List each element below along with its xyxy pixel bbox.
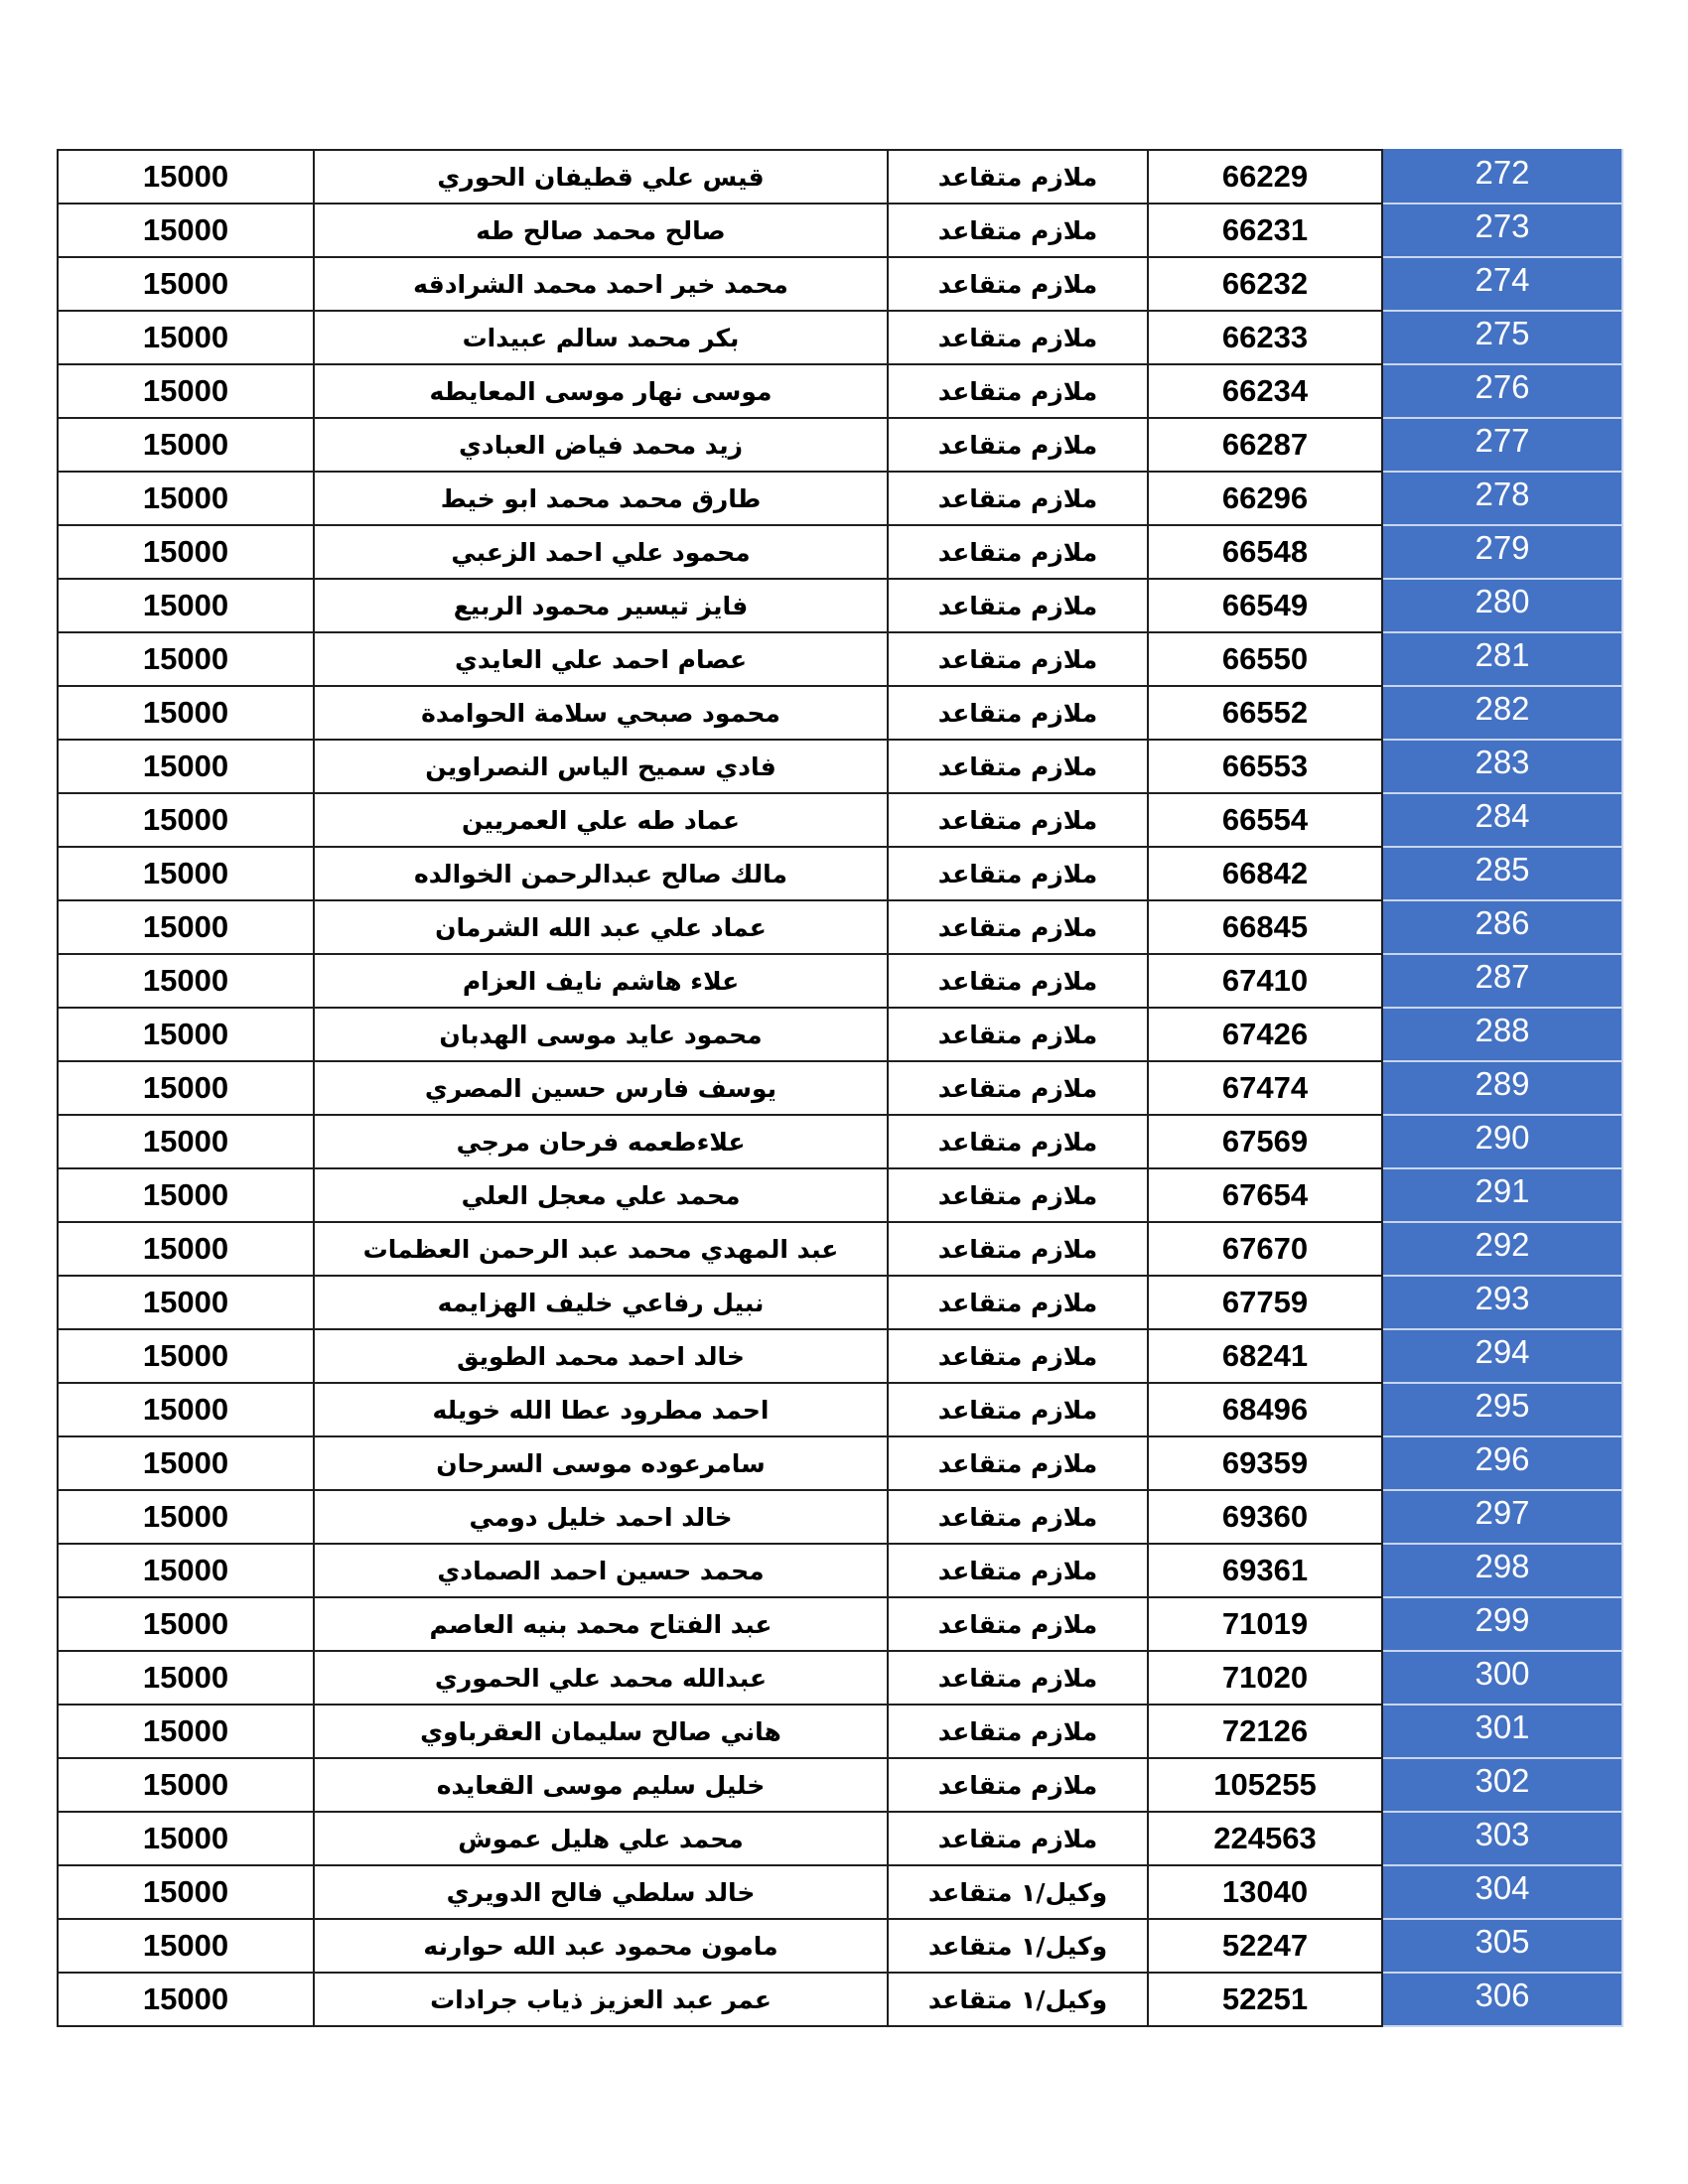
name-cell: بكر محمد سالم عبيدات xyxy=(314,311,888,364)
row-number-cell: 300 xyxy=(1382,1651,1622,1705)
amount-cell: 15000 xyxy=(58,900,314,954)
rank-cell: ملازم متقاعد xyxy=(888,472,1148,525)
amount-cell: 15000 xyxy=(58,1222,314,1276)
amount-cell: 15000 xyxy=(58,686,314,740)
name-cell: يوسف فارس حسين المصري xyxy=(314,1061,888,1115)
amount-cell: 15000 xyxy=(58,1651,314,1705)
table-row xyxy=(58,1276,1622,1329)
table-row xyxy=(58,1115,1622,1168)
name-cell: محمود علي احمد الزعبي xyxy=(314,525,888,579)
row-number-cell: 279 xyxy=(1382,525,1622,579)
name-cell: محمد حسين احمد الصمادي xyxy=(314,1544,888,1597)
rank-cell: ملازم متقاعد xyxy=(888,364,1148,418)
rank-cell: ملازم متقاعد xyxy=(888,793,1148,847)
rank-cell: ملازم متقاعد xyxy=(888,1436,1148,1490)
amount-cell: 15000 xyxy=(58,472,314,525)
amount-cell: 15000 xyxy=(58,1436,314,1490)
amount-cell: 15000 xyxy=(58,1705,314,1758)
name-cell: فايز تيسير محمود الربيع xyxy=(314,579,888,632)
amount-cell: 15000 xyxy=(58,1973,314,2026)
military-number-cell: 67759 xyxy=(1148,1276,1382,1329)
table-row xyxy=(58,740,1622,793)
rank-cell: ملازم متقاعد xyxy=(888,1490,1148,1544)
row-number-cell: 292 xyxy=(1382,1222,1622,1276)
rank-cell: ملازم متقاعد xyxy=(888,579,1148,632)
table-row xyxy=(58,579,1622,632)
table-row xyxy=(58,1758,1622,1812)
table-row xyxy=(58,1812,1622,1865)
payment-list-table xyxy=(57,149,1623,2027)
rank-cell: ملازم متقاعد xyxy=(888,900,1148,954)
table-row xyxy=(58,1705,1622,1758)
amount-cell: 15000 xyxy=(58,793,314,847)
military-number-cell: 66229 xyxy=(1148,150,1382,204)
name-cell: محمود عايد موسى الهدبان xyxy=(314,1008,888,1061)
name-cell: زيد محمد فياض العبادي xyxy=(314,418,888,472)
name-cell: علاء هاشم نايف العزام xyxy=(314,954,888,1008)
rank-cell: ملازم متقاعد xyxy=(888,847,1148,900)
rank-cell: ملازم متقاعد xyxy=(888,1276,1148,1329)
table-row xyxy=(58,364,1622,418)
name-cell: خليل سليم موسى القعايده xyxy=(314,1758,888,1812)
rank-cell: ملازم متقاعد xyxy=(888,1168,1148,1222)
table-row xyxy=(58,1061,1622,1115)
table-row xyxy=(58,1329,1622,1383)
name-cell: محمد خير احمد محمد الشرادقه xyxy=(314,257,888,311)
amount-cell: 15000 xyxy=(58,954,314,1008)
amount-cell: 15000 xyxy=(58,1329,314,1383)
military-number-cell: 67426 xyxy=(1148,1008,1382,1061)
name-cell: خالد سلطي فالح الدويري xyxy=(314,1865,888,1919)
table-row xyxy=(58,632,1622,686)
row-number-cell: 306 xyxy=(1382,1973,1622,2026)
military-number-cell: 66842 xyxy=(1148,847,1382,900)
rank-cell: ملازم متقاعد xyxy=(888,1758,1148,1812)
name-cell: علاءطعمه فرحان مرجي xyxy=(314,1115,888,1168)
military-number-cell: 68496 xyxy=(1148,1383,1382,1436)
name-cell: مامون محمود عبد الله حوارنه xyxy=(314,1919,888,1973)
row-number-cell: 287 xyxy=(1382,954,1622,1008)
row-number-cell: 280 xyxy=(1382,579,1622,632)
military-number-cell: 67474 xyxy=(1148,1061,1382,1115)
row-number-cell: 291 xyxy=(1382,1168,1622,1222)
row-number-cell: 290 xyxy=(1382,1115,1622,1168)
table-row xyxy=(58,472,1622,525)
table-row xyxy=(58,204,1622,257)
table-row xyxy=(58,1008,1622,1061)
name-cell: عماد طه علي العمريين xyxy=(314,793,888,847)
rank-cell: ملازم متقاعد xyxy=(888,311,1148,364)
rank-cell: ملازم متقاعد xyxy=(888,1222,1148,1276)
rank-cell: ملازم متقاعد xyxy=(888,204,1148,257)
table-row xyxy=(58,257,1622,311)
table-row xyxy=(58,1544,1622,1597)
amount-cell: 15000 xyxy=(58,1061,314,1115)
rank-cell: ملازم متقاعد xyxy=(888,740,1148,793)
military-number-cell: 66553 xyxy=(1148,740,1382,793)
table-row xyxy=(58,150,1622,204)
amount-cell: 15000 xyxy=(58,364,314,418)
amount-cell: 15000 xyxy=(58,1276,314,1329)
row-number-cell: 286 xyxy=(1382,900,1622,954)
amount-cell: 15000 xyxy=(58,525,314,579)
military-number-cell: 69360 xyxy=(1148,1490,1382,1544)
amount-cell: 15000 xyxy=(58,1597,314,1651)
row-number-cell: 282 xyxy=(1382,686,1622,740)
rank-cell: ملازم متقاعد xyxy=(888,418,1148,472)
name-cell: عصام احمد علي العايدي xyxy=(314,632,888,686)
row-number-cell: 299 xyxy=(1382,1597,1622,1651)
military-number-cell: 224563 xyxy=(1148,1812,1382,1865)
amount-cell: 15000 xyxy=(58,740,314,793)
row-number-cell: 301 xyxy=(1382,1705,1622,1758)
name-cell: عبد المهدي محمد عبد الرحمن العظمات xyxy=(314,1222,888,1276)
row-number-cell: 294 xyxy=(1382,1329,1622,1383)
table-row xyxy=(58,525,1622,579)
rank-cell: ملازم متقاعد xyxy=(888,686,1148,740)
name-cell: عمر عبد العزيز ذياب جرادات xyxy=(314,1973,888,2026)
rank-cell: ملازم متقاعد xyxy=(888,1705,1148,1758)
name-cell: احمد مطرود عطا الله خويله xyxy=(314,1383,888,1436)
table-row xyxy=(58,954,1622,1008)
rank-cell: ملازم متقاعد xyxy=(888,1651,1148,1705)
military-number-cell: 69361 xyxy=(1148,1544,1382,1597)
rank-cell: ملازم متقاعد xyxy=(888,1383,1148,1436)
name-cell: خالد احمد محمد الطويق xyxy=(314,1329,888,1383)
rank-cell: ملازم متقاعد xyxy=(888,525,1148,579)
amount-cell: 15000 xyxy=(58,1812,314,1865)
row-number-cell: 289 xyxy=(1382,1061,1622,1115)
amount-cell: 15000 xyxy=(58,150,314,204)
row-number-cell: 302 xyxy=(1382,1758,1622,1812)
amount-cell: 15000 xyxy=(58,1490,314,1544)
table-row xyxy=(58,1490,1622,1544)
name-cell: قيس علي قطيفان الحوري xyxy=(314,150,888,204)
name-cell: فادي سميح الياس النصراوين xyxy=(314,740,888,793)
military-number-cell: 71019 xyxy=(1148,1597,1382,1651)
amount-cell: 15000 xyxy=(58,579,314,632)
rank-cell: وكيل/١ متقاعد xyxy=(888,1973,1148,2026)
table-row xyxy=(58,1383,1622,1436)
rank-cell: ملازم متقاعد xyxy=(888,632,1148,686)
military-number-cell: 67569 xyxy=(1148,1115,1382,1168)
military-number-cell: 66232 xyxy=(1148,257,1382,311)
name-cell: سامرعوده موسى السرحان xyxy=(314,1436,888,1490)
name-cell: صالح محمد صالح طه xyxy=(314,204,888,257)
military-number-cell: 66554 xyxy=(1148,793,1382,847)
rank-cell: وكيل/١ متقاعد xyxy=(888,1865,1148,1919)
table-row xyxy=(58,900,1622,954)
table-row xyxy=(58,1919,1622,1973)
amount-cell: 15000 xyxy=(58,1115,314,1168)
rank-cell: ملازم متقاعد xyxy=(888,150,1148,204)
name-cell: عماد علي عبد الله الشرمان xyxy=(314,900,888,954)
military-number-cell: 66287 xyxy=(1148,418,1382,472)
military-number-cell: 66234 xyxy=(1148,364,1382,418)
row-number-cell: 288 xyxy=(1382,1008,1622,1061)
amount-cell: 15000 xyxy=(58,311,314,364)
rank-cell: ملازم متقاعد xyxy=(888,1329,1148,1383)
table-row xyxy=(58,847,1622,900)
table-row xyxy=(58,1168,1622,1222)
table-row xyxy=(58,1973,1622,2026)
table-row xyxy=(58,1222,1622,1276)
amount-cell: 15000 xyxy=(58,1383,314,1436)
military-number-cell: 67410 xyxy=(1148,954,1382,1008)
rank-cell: ملازم متقاعد xyxy=(888,1597,1148,1651)
military-number-cell: 13040 xyxy=(1148,1865,1382,1919)
name-cell: عبد الفتاح محمد بنيه العاصم xyxy=(314,1597,888,1651)
table-row xyxy=(58,418,1622,472)
table-row xyxy=(58,311,1622,364)
military-number-cell: 66548 xyxy=(1148,525,1382,579)
amount-cell: 15000 xyxy=(58,1758,314,1812)
row-number-cell: 277 xyxy=(1382,418,1622,472)
row-number-cell: 293 xyxy=(1382,1276,1622,1329)
name-cell: محمد علي هليل عموش xyxy=(314,1812,888,1865)
amount-cell: 15000 xyxy=(58,257,314,311)
rank-cell: ملازم متقاعد xyxy=(888,1008,1148,1061)
military-number-cell: 52247 xyxy=(1148,1919,1382,1973)
name-cell: محمود صبحي سلامة الحوامدة xyxy=(314,686,888,740)
amount-cell: 15000 xyxy=(58,204,314,257)
name-cell: موسى نهار موسى المعايطه xyxy=(314,364,888,418)
military-number-cell: 67670 xyxy=(1148,1222,1382,1276)
name-cell: محمد علي معجل العلي xyxy=(314,1168,888,1222)
military-number-cell: 66550 xyxy=(1148,632,1382,686)
row-number-cell: 305 xyxy=(1382,1919,1622,1973)
amount-cell: 15000 xyxy=(58,1544,314,1597)
row-number-cell: 281 xyxy=(1382,632,1622,686)
table-row xyxy=(58,1865,1622,1919)
row-number-cell: 295 xyxy=(1382,1383,1622,1436)
rank-cell: ملازم متقاعد xyxy=(888,1812,1148,1865)
table-row xyxy=(58,686,1622,740)
amount-cell: 15000 xyxy=(58,1168,314,1222)
amount-cell: 15000 xyxy=(58,1008,314,1061)
rank-cell: ملازم متقاعد xyxy=(888,1544,1148,1597)
military-number-cell: 72126 xyxy=(1148,1705,1382,1758)
table-row xyxy=(58,1597,1622,1651)
military-number-cell: 66549 xyxy=(1148,579,1382,632)
military-number-cell: 69359 xyxy=(1148,1436,1382,1490)
name-cell: مالك صالح عبدالرحمن الخوالده xyxy=(314,847,888,900)
row-number-cell: 296 xyxy=(1382,1436,1622,1490)
military-number-cell: 66231 xyxy=(1148,204,1382,257)
name-cell: خالد احمد خليل دومي xyxy=(314,1490,888,1544)
amount-cell: 15000 xyxy=(58,632,314,686)
military-number-cell: 66296 xyxy=(1148,472,1382,525)
amount-cell: 15000 xyxy=(58,418,314,472)
name-cell: طارق محمد محمد ابو خيط xyxy=(314,472,888,525)
military-number-cell: 52251 xyxy=(1148,1973,1382,2026)
table-row xyxy=(58,1651,1622,1705)
table-body xyxy=(58,150,1622,2026)
row-number-cell: 273 xyxy=(1382,204,1622,257)
row-number-cell: 276 xyxy=(1382,364,1622,418)
row-number-cell: 272 xyxy=(1382,150,1622,204)
rank-cell: ملازم متقاعد xyxy=(888,1061,1148,1115)
rank-cell: ملازم متقاعد xyxy=(888,257,1148,311)
row-number-cell: 284 xyxy=(1382,793,1622,847)
rank-cell: ملازم متقاعد xyxy=(888,954,1148,1008)
table-row xyxy=(58,793,1622,847)
row-number-cell: 278 xyxy=(1382,472,1622,525)
table-row xyxy=(58,1436,1622,1490)
row-number-cell: 297 xyxy=(1382,1490,1622,1544)
amount-cell: 15000 xyxy=(58,847,314,900)
amount-cell: 15000 xyxy=(58,1919,314,1973)
name-cell: هاني صالح سليمان العقرباوي xyxy=(314,1705,888,1758)
military-number-cell: 68241 xyxy=(1148,1329,1382,1383)
name-cell: نبيل رفاعي خليف الهزايمه xyxy=(314,1276,888,1329)
row-number-cell: 304 xyxy=(1382,1865,1622,1919)
row-number-cell: 283 xyxy=(1382,740,1622,793)
military-number-cell: 67654 xyxy=(1148,1168,1382,1222)
rank-cell: وكيل/١ متقاعد xyxy=(888,1919,1148,1973)
row-number-cell: 285 xyxy=(1382,847,1622,900)
row-number-cell: 298 xyxy=(1382,1544,1622,1597)
military-number-cell: 66552 xyxy=(1148,686,1382,740)
row-number-cell: 275 xyxy=(1382,311,1622,364)
rank-cell: ملازم متقاعد xyxy=(888,1115,1148,1168)
row-number-cell: 274 xyxy=(1382,257,1622,311)
military-number-cell: 71020 xyxy=(1148,1651,1382,1705)
military-number-cell: 66845 xyxy=(1148,900,1382,954)
name-cell: عبدالله محمد علي الحموري xyxy=(314,1651,888,1705)
row-number-cell: 303 xyxy=(1382,1812,1622,1865)
military-number-cell: 66233 xyxy=(1148,311,1382,364)
military-number-cell: 105255 xyxy=(1148,1758,1382,1812)
amount-cell: 15000 xyxy=(58,1865,314,1919)
